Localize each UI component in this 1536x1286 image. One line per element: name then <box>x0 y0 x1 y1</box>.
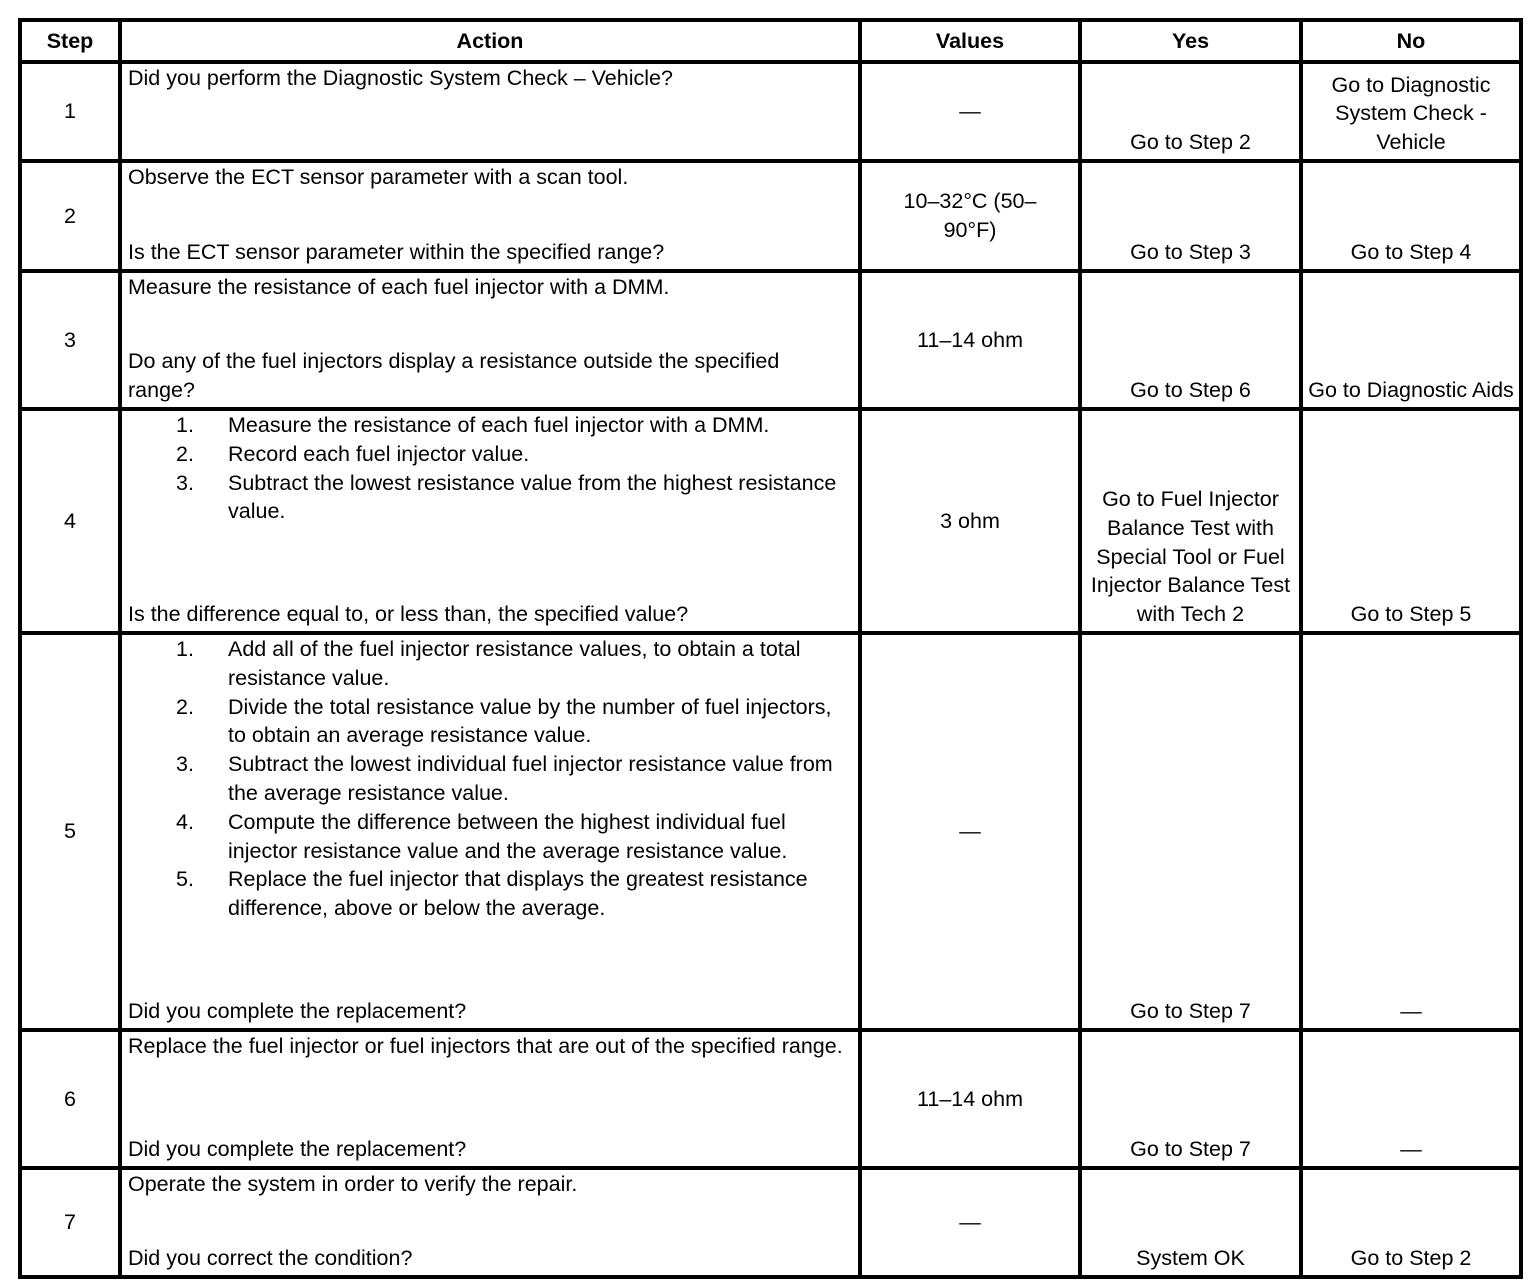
question-text: Did you complete the replacement? <box>128 999 467 1024</box>
yes-cell: System OK <box>1080 1168 1301 1277</box>
action-text: Did you perform the Diagnostic System Check – Vehicle? <box>128 66 673 90</box>
no-cell: Go to Step 5 <box>1301 409 1521 633</box>
list-number: 5. <box>176 867 194 892</box>
question-text: Is the difference equal to, or less than, the specified value? <box>128 602 689 627</box>
list-text: Measure the resistance of each fuel injector with a DMM. <box>228 413 770 437</box>
yes-cell: Go to Step 3 <box>1080 161 1301 271</box>
yes-cell: Go to Fuel Injector Balance Test with Special Tool or Fuel Injector Balance Test with Tech 2 <box>1080 409 1301 633</box>
value-cell: — <box>860 633 1080 1030</box>
action-cell <box>120 161 860 271</box>
action-cell <box>120 271 860 409</box>
table-row <box>20 409 1521 633</box>
action-text: Observe the ECT sensor parameter with a scan tool. <box>128 165 629 189</box>
question-text: Did you correct the condition? <box>128 1246 413 1271</box>
step-number: 2 <box>20 161 120 271</box>
list-item <box>176 750 852 808</box>
list-item <box>176 635 852 693</box>
question-text: Do any of the fuel injectors display a resistance outside the specified range? <box>128 349 780 403</box>
list-item <box>176 440 852 469</box>
no-cell: Go to Diagnostic Aids <box>1301 271 1521 409</box>
list-number: 4. <box>176 809 194 834</box>
list-item <box>176 808 852 866</box>
yes-cell: Go to Step 2 <box>1080 62 1301 161</box>
value-cell: 11–14 ohm <box>860 271 1080 409</box>
table-row <box>20 271 1521 409</box>
step-number: 1 <box>20 62 120 161</box>
yes-cell: Go to Step 6 <box>1080 271 1301 409</box>
action-cell <box>120 633 860 1030</box>
list-text: Replace the fuel injector that displays the greatest resistance difference, above or below the average. <box>228 867 808 921</box>
list-number: 2. <box>176 441 194 466</box>
list-text: Add all of the fuel injector resistance values, to obtain a total resistance value. <box>228 637 801 690</box>
list-text: Subtract the lowest resistance value from the highest resistance value. <box>228 470 837 524</box>
table-row <box>20 62 1521 161</box>
list-item <box>176 469 852 527</box>
no-cell: — <box>1301 1030 1521 1168</box>
list-item <box>176 411 852 440</box>
list-text: Divide the total resistance value by the number of fuel injectors, to obtain an average resistance value. <box>228 694 832 748</box>
list-number: 1. <box>176 637 194 661</box>
no-cell: Go to Step 2 <box>1301 1168 1521 1277</box>
header-yes: Yes <box>1080 20 1301 62</box>
list-item <box>176 865 852 923</box>
value-cell: — <box>860 62 1080 161</box>
header-step: Step <box>20 20 120 62</box>
header-action: Action <box>120 20 860 62</box>
list-number: 3. <box>176 470 194 495</box>
no-cell: Go to Step 4 <box>1301 161 1521 271</box>
value-text: 10–32°C (50–90°F) <box>903 189 1037 242</box>
value-cell: 11–14 ohm <box>860 1030 1080 1168</box>
step-number: 4 <box>20 409 120 633</box>
table-row <box>20 161 1521 271</box>
value-cell: — <box>860 1168 1080 1277</box>
step-number: 3 <box>20 271 120 409</box>
step-number: 5 <box>20 633 120 1030</box>
yes-cell: Go to Step 7 <box>1080 1030 1301 1168</box>
action-text: Replace the fuel injector or fuel injectors that are out of the specified range. <box>128 1034 843 1058</box>
procedure-list <box>128 411 852 526</box>
list-text: Record each fuel injector value. <box>228 441 530 466</box>
header-values: Values <box>860 20 1080 62</box>
value-cell: 3 ohm <box>860 409 1080 633</box>
procedure-list <box>128 635 852 923</box>
question-text: Did you complete the replacement? <box>128 1137 467 1162</box>
no-cell: Go to Diagnostic System Check - Vehicle <box>1301 62 1521 161</box>
header-row <box>20 20 1521 62</box>
list-item <box>176 693 852 751</box>
table-row <box>20 633 1521 1030</box>
action-text: Measure the resistance of each fuel injector with a DMM. <box>128 275 670 299</box>
action-cell <box>120 1030 860 1168</box>
action-cell <box>120 409 860 633</box>
list-text: Subtract the lowest individual fuel injector resistance value from the average resistance value. <box>228 752 833 805</box>
header-no: No <box>1301 20 1521 62</box>
yes-cell: Go to Step 7 <box>1080 633 1301 1030</box>
action-cell <box>120 1168 860 1277</box>
step-number: 6 <box>20 1030 120 1168</box>
question-text: Is the ECT sensor parameter within the specified range? <box>128 240 665 265</box>
no-cell: — <box>1301 633 1521 1030</box>
list-number: 1. <box>176 413 194 437</box>
list-number: 2. <box>176 694 194 719</box>
step-number: 7 <box>20 1168 120 1277</box>
diagnostic-table <box>18 18 1523 1279</box>
table-row <box>20 1168 1521 1277</box>
action-text: Operate the system in order to verify the repair. <box>128 1172 578 1196</box>
action-cell <box>120 62 860 161</box>
list-text: Compute the difference between the highest individual fuel injector resistance value and the average resistance value. <box>228 809 788 863</box>
value-cell <box>860 161 1080 271</box>
list-number: 3. <box>176 752 194 777</box>
table-row <box>20 1030 1521 1168</box>
